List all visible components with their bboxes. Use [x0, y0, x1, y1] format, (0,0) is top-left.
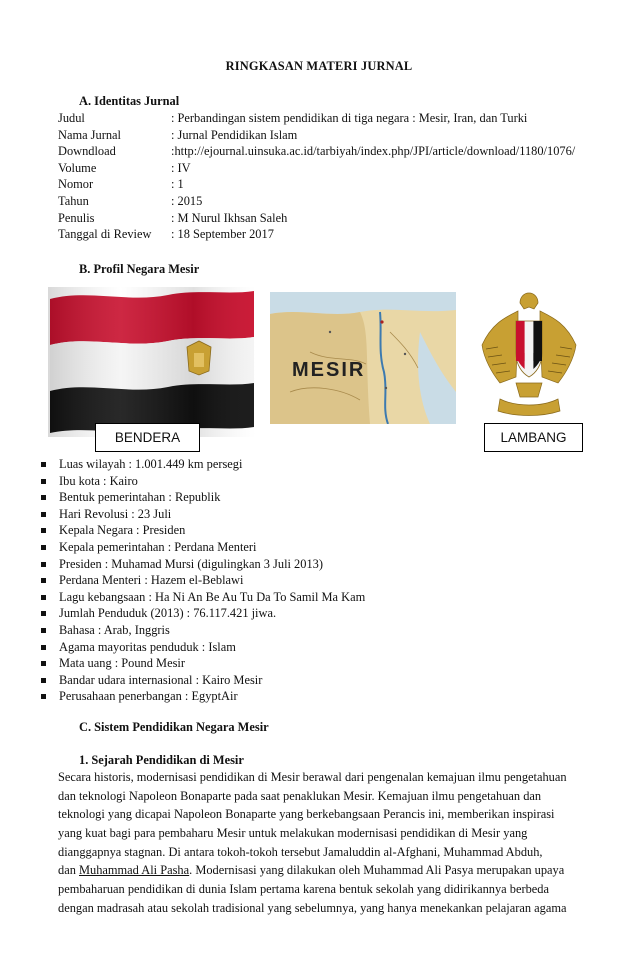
bullet-icon [41, 512, 46, 517]
bullet-icon [41, 562, 46, 567]
identity-key: Downdload [58, 144, 116, 159]
bullet-icon [41, 462, 46, 467]
list-item-text: Ibu kota : Kairo [59, 473, 138, 488]
identity-row [58, 143, 575, 159]
identity-key: Judul [58, 111, 85, 125]
identity-key: Penulis [58, 210, 95, 225]
identity-value: : M Nurul Ikhsan Saleh [171, 210, 288, 225]
paragraph-line: dan teknologi Napoleon Bonaparte pada saat penaklukan Mesir. Kemajuan ilmu pengetahuan dan [58, 788, 542, 803]
identity-value: : IV [171, 160, 191, 175]
paragraph-line: pembaharuan pendidikan di dunia Islam pertama karena bentuk sekolah yang didirikannya berbeda [58, 882, 549, 897]
muhammad-ali-pasha-link[interactable]: Muhammad Ali Pasha [79, 863, 190, 878]
paragraph-line [58, 861, 580, 880]
identity-value: : 1 [171, 177, 184, 192]
section-c-heading: C. Sistem Pendidikan Negara Mesir [79, 720, 269, 734]
identity-row [58, 210, 287, 226]
map-caption: MESIR [292, 359, 366, 381]
list-item-text: Jumlah Penduduk (2013) : 76.117.421 jiwa. [59, 606, 277, 621]
identity-key: Tahun [58, 194, 89, 208]
list-item-text: Hari Revolusi : 23 Juli [59, 506, 172, 521]
identity-row [58, 110, 527, 126]
section-b-heading: B. Profil Negara Mesir [79, 262, 200, 276]
egypt-flag-image [48, 287, 256, 437]
identity-key: Nama Jurnal [58, 127, 121, 142]
bullet-icon [41, 678, 46, 683]
bullet-icon [41, 595, 46, 600]
paragraph-line: yang kuat bagi para pembaharu Mesir untuk melakukan modernisasi pendidikan di Mesir yang [58, 826, 528, 841]
bullet-icon [41, 479, 46, 484]
paragraph-line: dengan madrasah atau sekolah tradisional yang sebelumnya, yang hanya menekankan pelajaran agama [58, 900, 567, 915]
identity-value: : Jurnal Pendidikan Islam [171, 127, 298, 142]
list-item-text: Bahasa : Arab, Inggris [59, 623, 170, 637]
subsection-heading: 1. Sejarah Pendidikan di Mesir [79, 753, 244, 767]
list-item-text: Luas wilayah : 1.001.449 km persegi [59, 457, 243, 471]
egypt-emblem-image [476, 287, 582, 419]
bullet-icon [41, 545, 46, 550]
bullet-icon [41, 628, 46, 633]
list-item-text: Lagu kebangsaan : Ha Ni An Be Au Tu Da To Samil Ma Kam [59, 589, 366, 604]
paragraph-line: teknologi yang dicapai Napoleon Bonaparte yang berkebangsaan Perancis ini, memberikan inspirasi [58, 807, 555, 822]
bullet-icon [41, 495, 46, 500]
egypt-map-image [270, 292, 456, 424]
identity-value: : Perbandingan sistem pendidikan di tiga negara : Mesir, Iran, dan Turki [171, 111, 528, 125]
emblem-label: LAMBANG [484, 423, 583, 452]
paragraph-text: dan [58, 863, 79, 878]
identity-row [58, 127, 297, 143]
bullet-icon [41, 578, 46, 583]
list-item-text: Kepala pemerintahan : Perdana Menteri [59, 540, 257, 554]
list-item-text: Kepala Negara : Presiden [59, 523, 186, 538]
identity-value[interactable]: :http://ejournal.uinsuka.ac.id/tarbiyah/index.php/JPI/article/download/1180/1076/ [171, 144, 576, 159]
bullet-icon [41, 528, 46, 533]
identity-key: Nomor [58, 177, 94, 192]
identity-row [58, 160, 191, 176]
identity-value: : 18 September 2017 [171, 227, 274, 242]
paragraph-line: dianggapnya stagnan. Di antara tokoh-tokoh tersebut Jamaluddin al-Afghani, Muhammad Abduh, [58, 844, 543, 859]
paragraph-line: Secara historis, modernisasi pendidikan di Mesir berawal dari pengenalan kemajuan ilmu pengetahuan [58, 770, 567, 784]
bullet-icon [41, 661, 46, 666]
list-item-text: Perusahaan penerbangan : EgyptAir [59, 689, 238, 704]
flag-label: BENDERA [95, 423, 200, 452]
identity-value: : 2015 [171, 194, 203, 208]
list-item-text: Presiden : Muhamad Mursi (digulingkan 3 Juli 2013) [59, 556, 323, 571]
bullet-icon [41, 645, 46, 650]
identity-row [58, 226, 274, 242]
history-paragraph [58, 768, 580, 918]
identity-row [58, 176, 184, 192]
document-title: RINGKASAN MATERI JURNAL [225, 59, 413, 73]
bullet-icon [41, 694, 46, 699]
paragraph-text: . Modernisasi yang dilakukan oleh Muhammad Ali Pasya merupakan upaya [189, 863, 565, 878]
section-a-heading: A. Identitas Jurnal [79, 94, 180, 108]
identity-key: Tanggal di Review [58, 227, 152, 242]
list-item-text: Bandar udara internasional : Kairo Mesir [59, 672, 263, 687]
identity-key: Volume [58, 160, 97, 175]
identity-row [58, 193, 202, 209]
list-item-text: Agama mayoritas penduduk : Islam [59, 639, 236, 654]
list-item-text: Mata uang : Pound Mesir [59, 656, 185, 671]
bullet-icon [41, 611, 46, 616]
list-item-text: Bentuk pemerintahan : Republik [59, 490, 221, 505]
list-item-text: Perdana Menteri : Hazem el-Beblawi [59, 573, 244, 588]
